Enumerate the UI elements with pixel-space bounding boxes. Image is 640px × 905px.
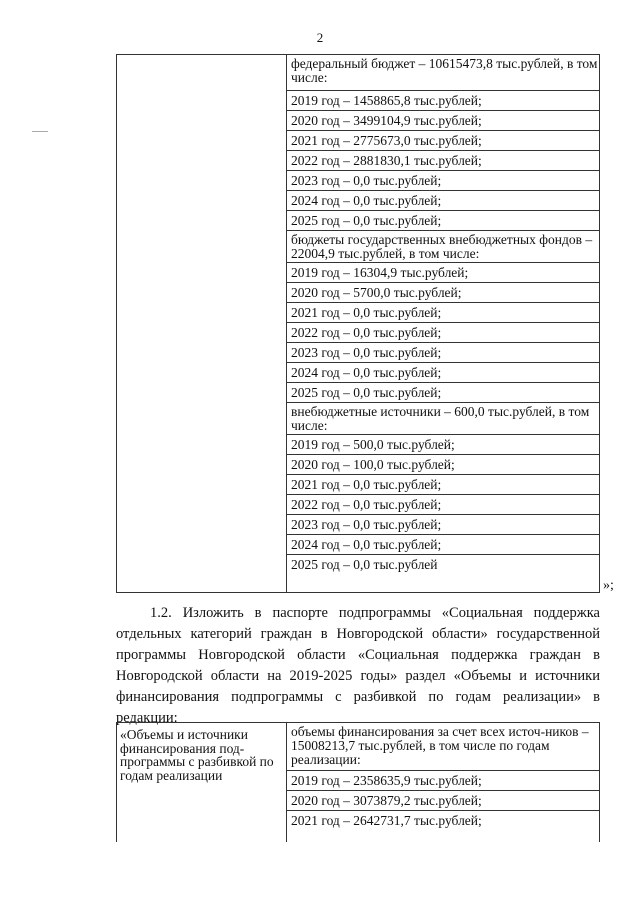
extrabudgetary-funds-cell: бюджеты государственных внебюджетных фондов – 22004,9 тыс.рублей, в том числе:	[287, 231, 599, 263]
table-row: 2021 год – 0,0 тыс.рублей;	[287, 475, 599, 495]
table-row: 2021 год – 2775673,0 тыс.рублей;	[287, 131, 599, 151]
page-number: 2	[316, 30, 324, 45]
amendment-paragraph	[116, 603, 600, 729]
table-row: 2022 год – 0,0 тыс.рублей;	[287, 323, 599, 343]
table-row: 2020 год – 3499104,9 тыс.рублей;	[287, 111, 599, 131]
table-row: 2022 год – 2881830,1 тыс.рублей;	[287, 151, 599, 171]
table-row: 2025 год – 0,0 тыс.рублей;	[287, 383, 599, 403]
table-row: 2024 год – 0,0 тыс.рублей;	[287, 535, 599, 555]
section-title-cell: «Объемы и источники финансирования под-программы с разбивкой по годам реализации	[120, 727, 274, 783]
financing-column	[287, 55, 599, 592]
table-row: 2019 год – 16304,9 тыс.рублей;	[287, 263, 599, 283]
financing-table-new	[116, 722, 600, 842]
table-row: 2021 год – 2642731,7 тыс.рублей;	[291, 813, 482, 828]
financing-table-continued	[116, 54, 600, 593]
table-row: 2023 год – 0,0 тыс.рублей;	[287, 171, 599, 191]
federal-budget-cell: федеральный бюджет – 10615473,8 тыс.рублей, в том числе:	[287, 55, 599, 91]
table-row: 2019 год – 1458865,8 тыс.рублей;	[287, 91, 599, 111]
table-row: 2024 год – 0,0 тыс.рублей;	[287, 191, 599, 211]
extrabudgetary-sources-cell: внебюджетные источники – 600,0 тыс.рублей, в том числе:	[287, 403, 599, 435]
table-row: 2019 год – 2358635,9 тыс.рублей;	[287, 771, 599, 791]
table-row: 2021 год – 0,0 тыс.рублей;	[287, 303, 599, 323]
table-row: 2025 год – 0,0 тыс.рублей;	[287, 211, 599, 231]
table-row: 2023 год – 0,0 тыс.рублей;	[287, 343, 599, 363]
table-row: 2020 год – 100,0 тыс.рублей;	[287, 455, 599, 475]
amendment-text: 1.2. Изложить в паспорте подпрограммы «Социальная поддержка отдельных категорий граждан в Новгородской области» государственной программы Новгородской области «Социальная поддержка граждан в Новгородской области на 2019-2025 годы» раздел «Объемы и источники финансирования подпрограммы с разбивкой по годам реализации» в редакции:	[116, 605, 600, 726]
table-row: 2023 год – 0,0 тыс.рублей;	[287, 515, 599, 535]
table-row: 2024 год – 0,0 тыс.рублей;	[287, 363, 599, 383]
table-row: 2022 год – 0,0 тыс.рублей;	[287, 495, 599, 515]
financing-column	[287, 723, 599, 842]
total-financing-cell: объемы финансирования за счет всех источ-ников – 15008213,7 тыс.рублей, в том числе по годам реализации:	[287, 723, 599, 771]
table-row: 2019 год – 500,0 тыс.рублей;	[287, 435, 599, 455]
table-row: 2020 год – 3073879,2 тыс.рублей;	[287, 791, 599, 811]
margin-mark	[32, 131, 48, 132]
table-row: 2025 год – 0,0 тыс.рублей	[291, 557, 438, 572]
closing-quote: »;	[603, 578, 614, 593]
table-row: 2020 год – 5700,0 тыс.рублей;	[287, 283, 599, 303]
